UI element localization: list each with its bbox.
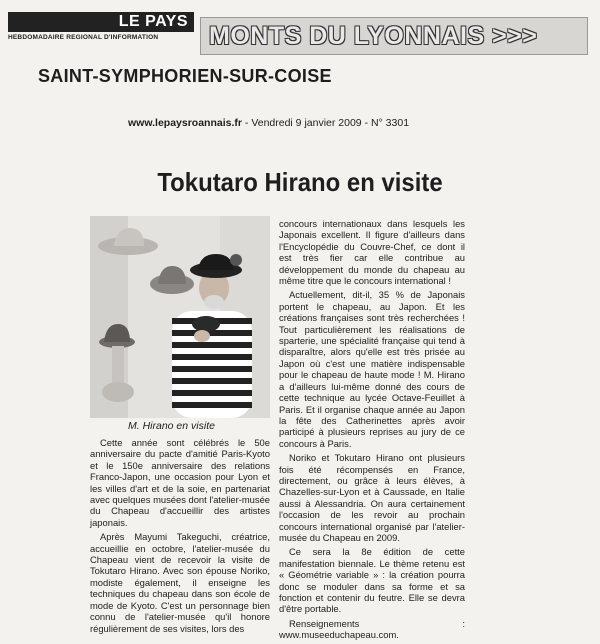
photo-caption: M. Hirano en visite <box>128 420 215 432</box>
article-paragraph: Cette année sont célébrés le 50e anniversaire du pacte d'amitié Paris-Kyoto et le 150e anniversaire des relations Franco-Japon, une occasion pour Lyon et les villes d'art et de la soie, en partenariat avec quelques musées dont l'atelier-musée du Chapeau d'accueillir des artistes japonais. <box>90 437 271 528</box>
article-paragraph: Actuellement, dit-il, 35 % de Japonais portent le chapeau, au Japon. Et les créations françaises sont très recherchées ! Tout particulièrement les réalisations de sparterie, une spécialité française qui tend à disparaître, alors qu'elle est très prisée au Japon où c'est une matière indispensable pour le chapeau de haute mode ! M. Hirano a d'ailleurs lui-même donné des cours de cette technique au lycée Octave-Feuillet à Paris. Et il organise chaque année au Japon la fête des Catherinettes après avoir participé à plusieurs reprises au jury de ce concours à Paris. <box>279 289 465 449</box>
article-paragraph: Ce sera la 8e édition de cette manifestation biennale. Le thème retenu est « Géométrie variable » : la création pourra donc se moduler dans sa forme et sa fonction et contenir du feutre. Elle se devra d'être portable. <box>279 546 465 615</box>
article-paragraph: Noriko et Tokutaro Hirano ont plusieurs fois été récompensés en France, directement, ou grâce à leurs élèves, à Chazelles-sur-Lyon et à Caussade, en Italie aussi à Alessandria. On aura certainement l'occasion de les revoir au prochain concours international organisé par l'atelier-musée du Chapeau en 2009. <box>279 452 465 543</box>
article-paragraph: concours internationaux dans lesquels les Japonais excellent. Il figure d'ailleurs dans l'Encyclopédie du Couvre-Chef, ce dont il est très fier car elle contribue au développement du monde du chapeau au même titre que le concours international ! <box>279 218 465 287</box>
newspaper-logo: LE PAYS <box>8 12 194 32</box>
article-headline: Tokutaro Hirano en visite <box>157 167 443 197</box>
issue-date: - Vendredi 9 janvier 2009 - N° 3301 <box>241 117 410 129</box>
article-column-left <box>90 437 270 637</box>
article-paragraph: Après Mayumi Takeguchi, créatrice, accueillie en octobre, l'atelier-musée du Chapeau vient de recevoir la visite de Tokutaro Hirano. Avec son épouse Noriko, modiste également, il enseigne les techniques du chapeau dans son école de mode de Kyoto. C'est un personnage bien connu de l'atelier-musée qu'il honore régulièrement de ses visites, lors des <box>90 531 270 634</box>
article-column-right <box>279 218 465 644</box>
dateline <box>128 117 409 129</box>
masthead <box>8 12 194 46</box>
section-title: SAINT-SYMPHORIEN-SUR-COISE <box>38 66 332 86</box>
region-banner: MONTS DU LYONNAIS >>> <box>200 17 588 55</box>
website-link: www.lepaysroannais.fr <box>128 117 242 129</box>
newspaper-tagline: HEBDOMADAIRE REGIONAL D'INFORMATION <box>8 34 159 41</box>
article-photo <box>90 216 270 418</box>
article-paragraph: Renseignements : www.museeduchapeau.com. <box>279 617 465 641</box>
